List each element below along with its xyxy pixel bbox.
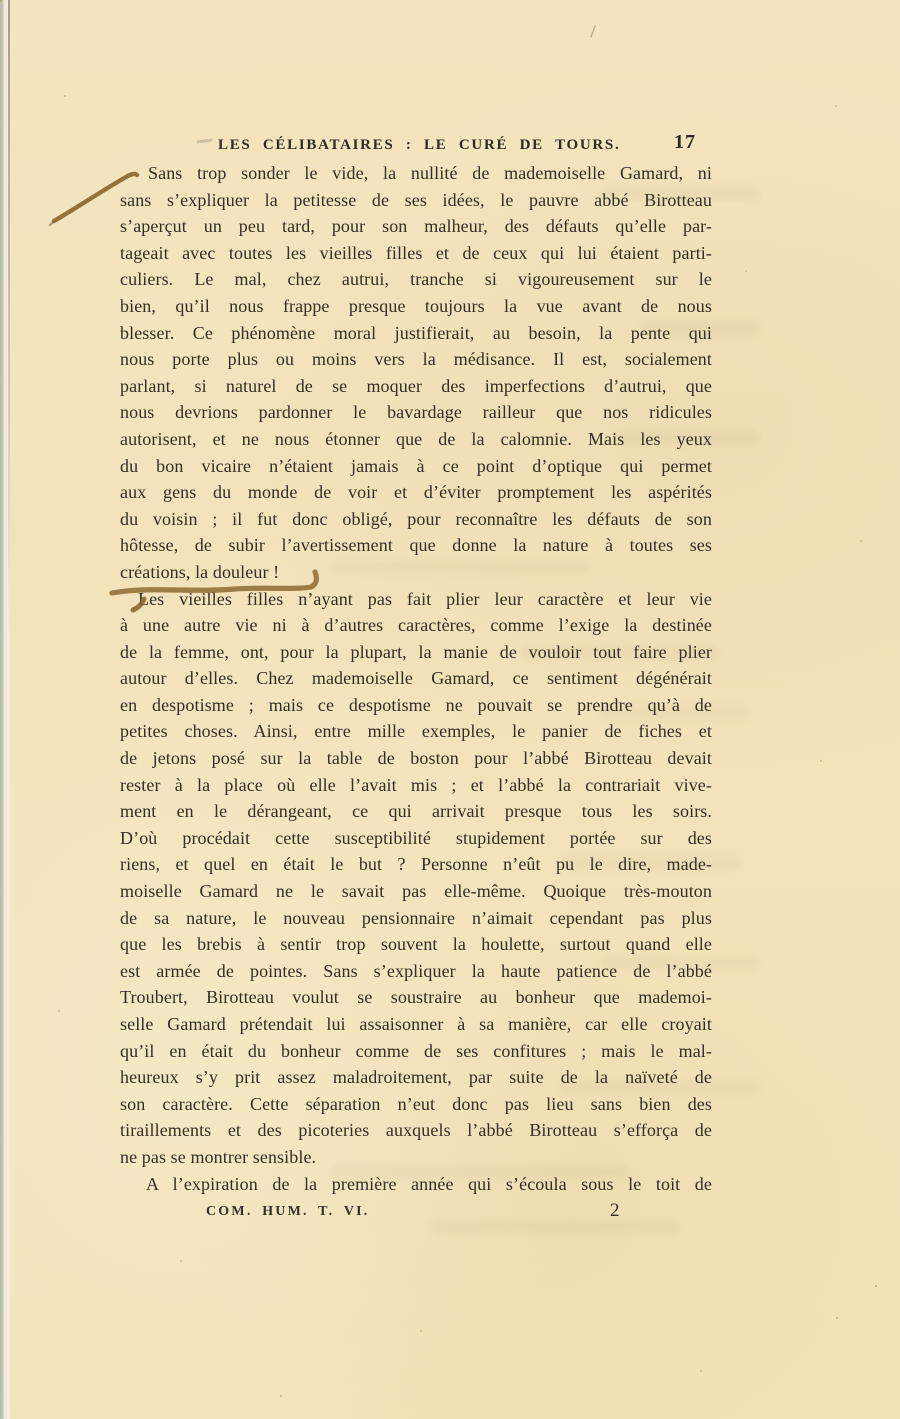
text-line: de la femme, ont, pour la plupart, la manie de vouloir tout faire plier <box>120 641 712 662</box>
text-line: moiselle Gamard ne le savait pas elle-même. Quoique très-mouton <box>120 881 712 902</box>
text-line: s’aperçut un peu tard, pour son malheur, des défauts qu’elle par- <box>120 216 712 237</box>
text-line: est armée de pointes. Sans s’expliquer la haute patience de l’abbé <box>120 960 712 981</box>
text-line: parlant, si naturel de se moquer des imperfections d’autrui, que <box>120 375 712 396</box>
text-line: ne pas se montrer sensible. <box>120 1146 317 1167</box>
text-line: petites choses. Ainsi, entre mille exemples, le panier de fiches et <box>120 721 712 742</box>
text-line: Troubert, Birotteau voulut se soustraire au bonheur que mademoi- <box>120 987 712 1008</box>
scan-edge-shadow-line <box>8 0 10 640</box>
text-line: qu’il en était du bonheur comme de ses confitures ; mais le mal- <box>120 1040 712 1061</box>
text-line: que les brebis à sentir trop souvent la houlette, surtout quand elle <box>120 934 712 955</box>
text-line: Les vieilles filles n’ayant pas fait plier leur caractère et leur vie <box>138 588 712 609</box>
text-line: culiers. Le mal, chez autrui, tranche si vigoureusement sur le <box>120 269 712 290</box>
text-line: ment en le dérangeant, ce qui arrivait presque tous les soirs. <box>120 801 712 822</box>
text-line: blesser. Ce phénomène moral justifierait, au besoin, la pente qui <box>120 322 712 343</box>
text-line: A l’expiration de la première année qui s’écoula sous le toit de <box>146 1173 712 1194</box>
text-line: tageait avec toutes les vieilles filles et de ceux qui lui étaient parti- <box>120 242 712 263</box>
text-line: tiraillements et des picoteries auxquels l’abbé Birotteau s’efforça de <box>120 1120 712 1141</box>
text-line: de jetons posé sur la table de boston pour l’abbé Birotteau devait <box>120 748 712 769</box>
text-line: à une autre vie ni à d’autres caractères, comme l’exige la destinée <box>120 615 712 636</box>
page-number: 17 <box>674 131 696 153</box>
text-line: nous devrions pardonner le bavardage railleur que nos ridicules <box>120 402 712 423</box>
text-line: créations, la douleur ! <box>120 561 280 582</box>
sheet-number: 2 <box>610 1200 620 1221</box>
text-line: en despotisme ; mais ce despotisme ne pouvait se prendre qu’à de <box>120 694 712 715</box>
paper-fibre <box>591 26 595 37</box>
text-line: hôtesse, de subir l’avertissement que donne la nature à toutes ses <box>120 535 712 556</box>
text-line: selle Gamard prétendait lui assaisonner à sa manière, car elle croyait <box>120 1014 712 1034</box>
text-line: du bon vicaire n’étaient jamais à ce point d’optique qui permet <box>120 455 712 476</box>
text-line: du voisin ; il fut donc obligé, pour reconnaître les défauts de son <box>120 508 712 529</box>
text-line: rester à la place où elle l’avait mis ; et l’abbé la contrariait vive- <box>120 774 712 795</box>
paper-specks <box>0 0 2 2</box>
text-line: bien, qu’il nous frappe presque toujours la vue avant de nous <box>120 295 712 316</box>
text-line: heureux s’y prit assez maladroitement, par suite de la naïveté de <box>120 1067 712 1088</box>
text-line: D’où procédait cette susceptibilité stupidement portée sur des <box>120 827 712 848</box>
margin-pen-stroke-tail <box>50 221 55 225</box>
signature-title: COM. HUM. T. VI. <box>206 1204 370 1219</box>
text-line: Sans trop sonder le vide, la nullité de mademoiselle Gamard, ni <box>148 163 712 183</box>
running-title: LES CÉLIBATAIRES : LE CURÉ DE TOURS. <box>218 137 621 153</box>
text-line: aux gens du monde de voir et d’éviter promptement les aspérités <box>120 482 712 503</box>
text-line: riens, et quel en était le but ? Personne n’eût pu le dire, made- <box>120 854 712 875</box>
text-line: autour d’elles. Chez mademoiselle Gamard, ce sentiment dégénérait <box>120 668 712 689</box>
text-line: nous porte plus ou moins vers la médisance. Il est, socialement <box>120 349 712 370</box>
text-line: autorisent, et ne nous étonner que de la calomnie. Mais les yeux <box>120 428 712 449</box>
text-line: sans s’expliquer la petitesse de ses idées, le pauvre abbé Birotteau <box>120 189 712 210</box>
faint-dash-before-title-mark <box>198 140 211 142</box>
text-line: de sa nature, le nouveau pensionnaire n’aimait cependant pas plus <box>120 907 712 928</box>
text-line: son caractère. Cette séparation n’eut donc pas lieu sans bien des <box>120 1093 712 1114</box>
text-block <box>120 160 712 1197</box>
